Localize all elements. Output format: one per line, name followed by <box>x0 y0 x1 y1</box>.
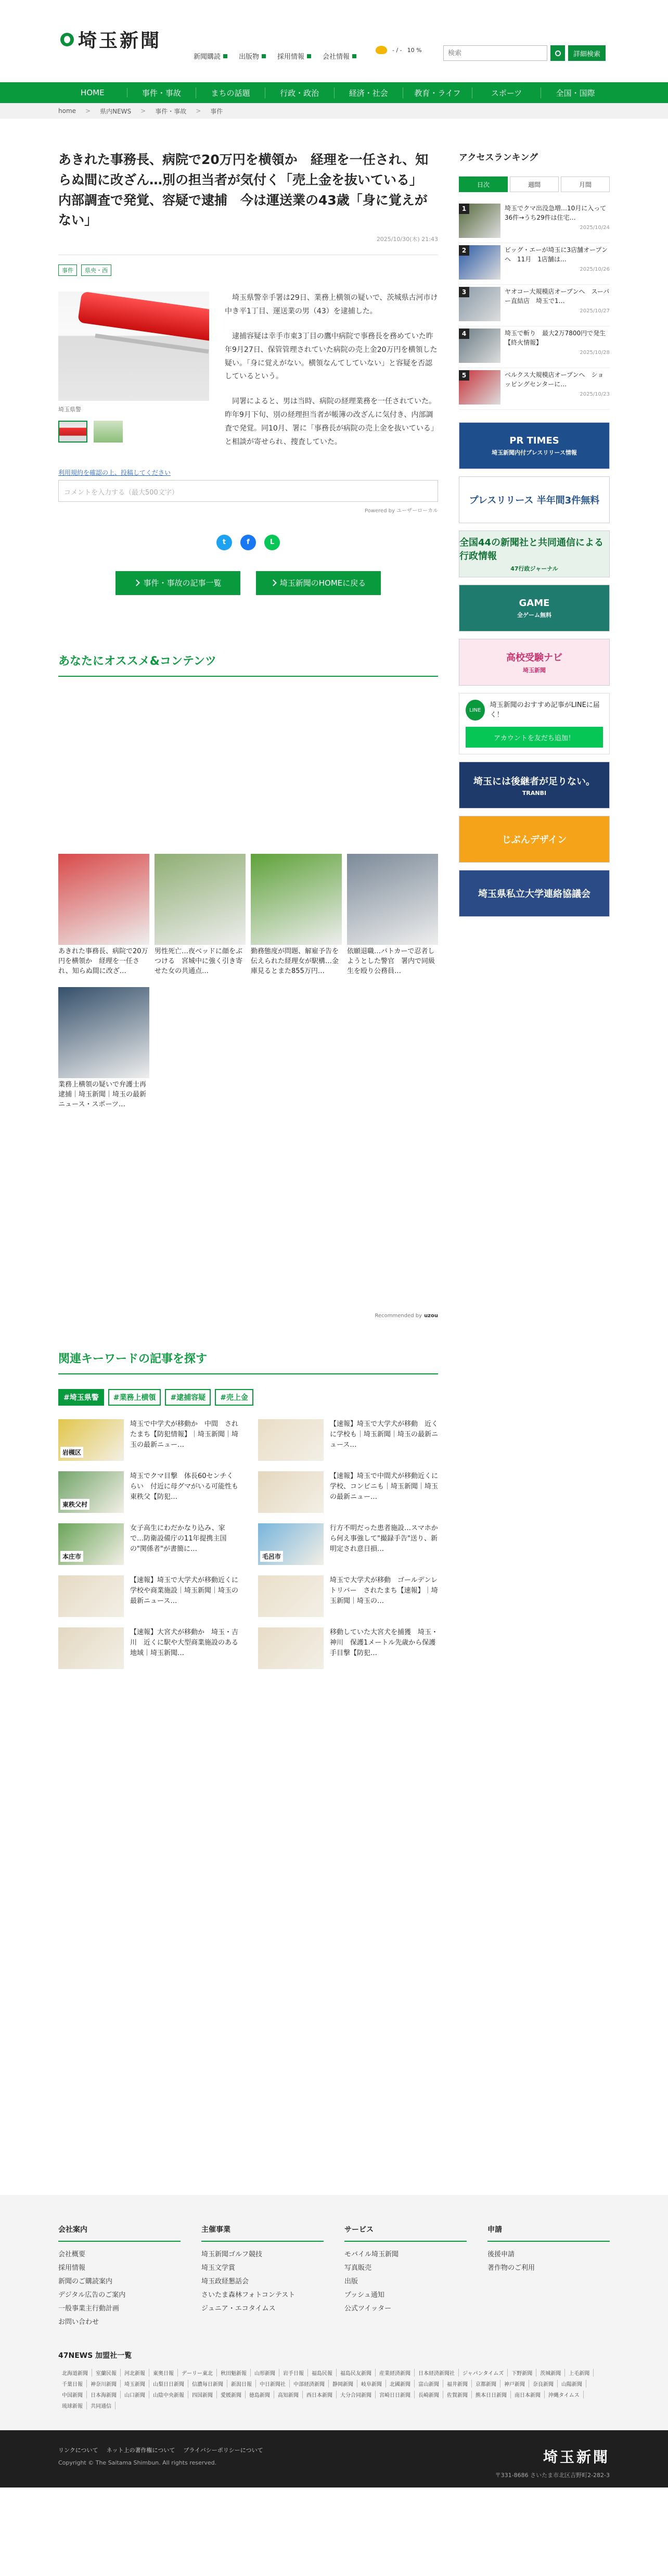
member-paper-link[interactable]: 沖縄タイムス <box>545 2391 584 2398</box>
recommend-card[interactable] <box>251 854 342 977</box>
sidebar-banner[interactable] <box>459 639 610 686</box>
keyword-article-image[interactable] <box>258 1471 324 1513</box>
keyword-article-title[interactable]: 【速報】埼玉で中間犬が移動近くに学校、コンビニも｜埼玉新聞｜埼玉の最新ニュー… <box>330 1472 439 1501</box>
facebook-share-icon[interactable]: f <box>240 535 256 550</box>
map-area-label: 東秩父村 <box>60 1499 89 1510</box>
member-paper-link[interactable]: 中部経済新聞 <box>290 2380 329 2388</box>
sidebar-banner-title: じぶんデザイン <box>502 835 567 845</box>
share-buttons <box>58 535 438 550</box>
sidebar-banner-title: PR TIMES <box>509 435 559 446</box>
search-bar <box>443 45 606 61</box>
ranking-item[interactable] <box>459 201 610 243</box>
ranking-number: 2 <box>459 245 469 256</box>
sidebar-banner[interactable] <box>459 816 610 863</box>
member-paper-link[interactable]: 岩手日報 <box>279 2369 308 2377</box>
weather-temp: - / - <box>392 46 402 54</box>
member-paper-link[interactable]: 日本海新聞 <box>87 2391 121 2398</box>
member-paper-link[interactable]: ジャパンタイムズ <box>459 2369 508 2377</box>
ranking-item-image[interactable] <box>459 204 500 238</box>
recommend-card-image[interactable] <box>251 854 342 945</box>
header-link[interactable]: 出版物 <box>239 51 266 61</box>
line-share-icon[interactable]: L <box>264 535 280 550</box>
keyword-article-image[interactable] <box>58 1471 124 1513</box>
keyword-heading: 関連キーワードの記事を探す <box>58 1350 438 1374</box>
map-area-label: 本庄市 <box>60 1551 83 1562</box>
member-paper-link[interactable]: 福島民報 <box>308 2369 337 2377</box>
ranking-item-title[interactable]: 埼玉でクマ出没急増…10月に入って36件→うち29件は住宅… <box>505 205 607 221</box>
member-paper-link[interactable]: 日本経済新聞社 <box>415 2369 459 2377</box>
recommend-card-title[interactable]: 業務上横領の疑いで弁護士再逮捕｜埼玉新聞｜埼玉の最新ニュース・スポーツ… <box>58 1080 147 1108</box>
keyword-article-image[interactable] <box>258 1627 324 1669</box>
ranking-item-image[interactable] <box>459 287 500 321</box>
line-follow-top <box>466 700 603 721</box>
footer-column-title: サービス <box>344 2224 467 2242</box>
nav-item-education[interactable]: 教育・ライフ <box>403 87 472 98</box>
member-paper-link[interactable]: 大分合同新聞 <box>337 2391 376 2398</box>
member-paper-link[interactable]: 南日本新聞 <box>511 2391 545 2398</box>
sidebar-banner-sub: 埼玉新聞 <box>523 667 546 674</box>
search-icon <box>555 50 561 56</box>
line-follow-button[interactable]: アカウントを友だち追加！ <box>466 727 603 748</box>
keyword-article-title[interactable]: 【速報】埼玉で大学犬が移動 近くに学校も｜埼玉新聞｜埼玉の最新ニュース… <box>330 1420 439 1449</box>
recommend-card-image[interactable] <box>58 854 149 945</box>
weather-rain: 10 % <box>407 46 422 54</box>
member-paper-link[interactable]: 富山新聞 <box>415 2380 443 2388</box>
keyword-article-title[interactable]: 埼玉で大学犬が移動 ゴールデンレトリバー されたまち【速報】｜埼玉新聞｜埼玉の… <box>330 1576 438 1606</box>
breadcrumb: home > 県内NEWS > 事件・事故 > 事件 <box>0 103 668 119</box>
weather-widget <box>376 46 422 54</box>
footer-link[interactable]: ネット上の著作権について <box>106 2446 175 2454</box>
sidebar-banner-sub: TRANBI <box>522 789 547 797</box>
ranking-text <box>505 370 610 409</box>
keyword-article[interactable] <box>258 1419 438 1461</box>
keyword-article[interactable] <box>258 1471 438 1513</box>
ranking-text <box>505 329 610 368</box>
footer-link[interactable]: モバイル埼玉新聞 <box>344 2250 399 2258</box>
breadcrumb-item[interactable]: 事件・事故 <box>155 107 187 115</box>
recommend-card[interactable] <box>347 854 438 977</box>
sidebar-banner[interactable] <box>459 585 610 632</box>
recommend-heading: あなたにオススメ&コンテンツ <box>58 652 438 677</box>
footer-link[interactable]: 公式ツイッター <box>344 2304 392 2313</box>
member-paper-link[interactable]: 徳島新聞 <box>246 2391 274 2398</box>
sidebar-banner[interactable] <box>459 870 610 917</box>
recommend-card-image[interactable] <box>58 987 149 1078</box>
member-paper-link[interactable]: 中日新聞社 <box>256 2380 290 2388</box>
member-paper-link[interactable]: 室蘭民報 <box>92 2369 121 2377</box>
footer-top <box>0 2195 668 2430</box>
ranking-number: 4 <box>459 329 469 339</box>
search-input[interactable] <box>443 45 547 61</box>
recommend-card-image[interactable] <box>155 854 246 945</box>
site-header <box>0 0 668 82</box>
member-paper-link[interactable]: 福井新聞 <box>443 2380 472 2388</box>
member-paper-link[interactable]: 北國新聞 <box>386 2380 415 2388</box>
keyword-article-title[interactable]: 【速報】大宮犬が移動か 埼玉・吉川 近くに駅や大型商業施設のある地域｜埼玉新聞… <box>130 1628 239 1658</box>
keyword-article[interactable] <box>58 1419 238 1461</box>
member-paper-link[interactable]: 山梨日日新聞 <box>149 2380 188 2388</box>
article-tag[interactable]: 事件 <box>58 264 77 276</box>
nav-item-economy[interactable]: 経済・社会 <box>335 87 404 98</box>
advanced-search-button[interactable]: 詳細検索 <box>568 45 606 61</box>
article-paragraph: 逮捕容疑は幸手市東3丁目の鷹中病院で事務長を務めていた昨年9月27日、保管管理されていた病院の売上金20万円を横領した疑い。「身に覚えがない。横領なんてしていない」と容疑を否認しているという。 <box>225 332 438 381</box>
keyword-article-image[interactable] <box>58 1627 124 1669</box>
footer-link[interactable]: 新聞のご購読案内 <box>58 2277 113 2285</box>
footer-column <box>201 2224 324 2329</box>
member-paper-link[interactable]: 山口新聞 <box>121 2391 149 2398</box>
member-paper-link[interactable]: 愛媛新聞 <box>217 2391 246 2398</box>
logo-mark-icon <box>60 33 74 46</box>
footer-column <box>344 2224 467 2329</box>
line-logo-icon: LINE <box>466 700 485 721</box>
footer-link[interactable]: お問い合わせ <box>58 2318 99 2326</box>
recommend-card-title[interactable]: 依願退職…パトカーで忍者しようとした警官 署内で同級生を殴り公務員… <box>347 947 435 975</box>
keyword-article-title[interactable]: 【速報】埼玉で大学犬が移動近くに学校や商業施設｜埼玉新聞｜埼玉の最新ニュース… <box>130 1576 239 1606</box>
member-paper-link[interactable]: 神戸新聞 <box>500 2380 529 2388</box>
member-paper-link[interactable]: 上毛新聞 <box>565 2369 594 2377</box>
nav-item-national[interactable]: 全国・国際 <box>556 88 595 98</box>
n47-paper-list <box>58 2369 610 2409</box>
line-follow-text: 埼玉新聞のおすすめ記事がLINEに届く！ <box>490 701 600 719</box>
sidebar-banner-title: 全国44の新聞社と共同通信による行政情報 <box>459 537 604 562</box>
nav-item-incident[interactable]: 事件・事故 <box>127 87 197 98</box>
recommend-card[interactable] <box>58 854 149 977</box>
ranking-item[interactable] <box>459 326 610 368</box>
ranking-item[interactable] <box>459 243 610 285</box>
breadcrumb-item[interactable]: 県内NEWS <box>100 107 132 115</box>
recommend-grid <box>58 854 438 1120</box>
sidebar-banner[interactable] <box>459 476 610 523</box>
keyword-article-image[interactable] <box>258 1575 324 1617</box>
member-paper-link[interactable]: 四国新聞 <box>188 2391 217 2398</box>
recommend-by: Recommended by uzou <box>375 1312 438 1319</box>
footer-link[interactable]: デジタル広告のご案内 <box>58 2291 126 2299</box>
article-photo <box>58 292 209 461</box>
ranking-item-title[interactable]: ベルクス大規模店オープンへ ショッピングセンターに… <box>505 371 604 388</box>
footer-bottom <box>0 2430 668 2487</box>
keyword-article-image[interactable] <box>258 1419 324 1461</box>
member-paper-link[interactable]: 岐阜新聞 <box>357 2380 386 2388</box>
member-paper-link[interactable]: 東奥日報 <box>149 2369 178 2377</box>
member-paper-link[interactable]: 茨城新聞 <box>536 2369 565 2377</box>
weather-sun-icon <box>376 46 387 54</box>
home-return-button[interactable]: 埼玉新聞のHOMEに戻る <box>256 571 381 595</box>
ranking-item-image[interactable] <box>459 370 500 405</box>
keyword-article-image[interactable] <box>258 1523 324 1565</box>
recommend-card[interactable] <box>155 854 246 977</box>
ranking-text <box>505 204 610 243</box>
ranking-item-title[interactable]: ヤオコー大規模店オープンへ スーパー直結店 埼玉で1… <box>505 288 610 305</box>
keyword-tag[interactable]: #埼玉県警 <box>58 1389 104 1406</box>
ranking-text <box>505 287 610 326</box>
recommend-card-title[interactable]: 男性死亡…夜ベッドに顔をぶつける 宮城中に強く引き寄せた女の共通点… <box>155 947 243 975</box>
member-paper-link[interactable]: 秋田魁新報 <box>217 2369 251 2377</box>
photo-thumbnail[interactable] <box>94 421 123 443</box>
recommend-card-title[interactable]: あきれた事務長、病院で20万円を横領か 経理を一任され、知らぬ間に改ざ… <box>58 947 148 975</box>
keyword-article-title[interactable]: 埼玉で中学犬が移動か 中間 されたまち【防犯情報】｜埼玉新聞｜埼玉の最新ニュー… <box>130 1420 239 1449</box>
ranking-item-date: 2025/10/24 <box>580 225 610 231</box>
keyword-article[interactable] <box>258 1523 438 1565</box>
member-paper-link[interactable]: 山陽新聞 <box>558 2380 586 2388</box>
n47-heading: 47NEWS 加盟社一覧 <box>58 2351 132 2360</box>
footer-link[interactable]: 後援申請 <box>487 2250 515 2258</box>
footer-link[interactable]: 一般事業主行動計画 <box>58 2304 120 2313</box>
ranking-tab-monthly[interactable]: 月間 <box>561 176 610 192</box>
keyword-article[interactable] <box>58 1575 238 1617</box>
keyword-article-list <box>58 1419 438 1669</box>
nav-item-sports[interactable]: スポーツ <box>472 87 542 98</box>
line-follow-box <box>459 693 610 754</box>
sidebar-banner-sub: 埼玉新聞内付プレスリリース情報 <box>492 449 577 456</box>
member-paper-link[interactable]: 新潟日報 <box>227 2380 256 2388</box>
ranking-number: 5 <box>459 370 469 381</box>
member-paper-link[interactable]: 中国新聞 <box>58 2391 87 2398</box>
member-paper-link[interactable]: デーリー東北 <box>178 2369 217 2377</box>
footer-address: 〒331-8686 さいたま市北区吉野町2-282-3 <box>495 2471 610 2479</box>
member-paper-link[interactable]: 山形新聞 <box>251 2369 279 2377</box>
footer-link[interactable]: 著作物のご利用 <box>487 2264 535 2272</box>
keyword-article[interactable] <box>258 1575 438 1617</box>
ranking-heading: アクセスランキング <box>459 153 538 163</box>
ranking-tab-weekly[interactable]: 週間 <box>510 176 559 192</box>
footer-link[interactable]: 採用情報 <box>58 2264 86 2272</box>
footer-column <box>58 2224 181 2329</box>
member-paper-link[interactable]: 京都新聞 <box>472 2380 500 2388</box>
footer-link[interactable]: 写真販売 <box>344 2264 372 2272</box>
member-paper-link[interactable]: 埼玉新聞 <box>121 2380 149 2388</box>
article-body <box>225 292 438 461</box>
footer-link[interactable]: リンクについて <box>58 2446 98 2454</box>
keyword-article-image[interactable] <box>58 1523 124 1565</box>
footer-link[interactable]: 埼玉文学賞 <box>201 2264 236 2272</box>
twitter-share-icon[interactable]: t <box>216 535 232 550</box>
recommend-card[interactable] <box>58 987 149 1110</box>
header-link[interactable]: 採用情報 <box>277 51 311 61</box>
search-button[interactable] <box>550 45 565 61</box>
member-paper-link[interactable]: 福島民友新聞 <box>337 2369 376 2377</box>
header-link[interactable]: 会社情報 <box>323 51 356 61</box>
recommend-card-image[interactable] <box>347 854 438 945</box>
ranking-item[interactable] <box>459 368 610 410</box>
member-paper-link[interactable]: 西日本新聞 <box>303 2391 337 2398</box>
ranking-item-title[interactable]: 埼玉で斬り 最大2万7800円で発生【終火情報】 <box>505 330 606 346</box>
footer-column-title: 会社案内 <box>58 2224 181 2242</box>
global-nav <box>0 82 668 103</box>
sidebar-banner-title: プレスリリース 半年間3件無料 <box>469 495 600 506</box>
keyword-tag[interactable]: #逮捕容疑 <box>165 1389 211 1406</box>
header-links <box>194 51 356 61</box>
member-paper-link[interactable]: 奈良新聞 <box>529 2380 558 2388</box>
breadcrumb-item[interactable]: 事件 <box>210 107 223 115</box>
ranking-number: 3 <box>459 287 469 297</box>
ranking-item-date: 2025/10/28 <box>580 350 610 356</box>
keyword-article-title[interactable]: 埼玉でクマ目撃 体長60センチくらい 付近に母グマがいる可能性も 東秩父【防犯… <box>130 1472 246 1501</box>
article-column <box>58 150 438 1669</box>
sidebar-banner[interactable] <box>459 762 610 809</box>
member-paper-link[interactable]: 産業経済新聞 <box>376 2369 415 2377</box>
copyright: Copyright © The Saitama Shimbun. All rights reserved. <box>58 2459 217 2466</box>
member-paper-link[interactable]: 河北新報 <box>121 2369 149 2377</box>
comment-input[interactable]: コメントを入力する（最大500文字） <box>58 480 438 502</box>
member-paper-link[interactable]: 宮崎日日新聞 <box>376 2391 415 2398</box>
member-paper-link[interactable]: 北海道新聞 <box>58 2369 92 2377</box>
sidebar-banner-title: 埼玉には後継者が足りない。 <box>473 776 595 787</box>
footer-link[interactable]: プッシュ通知 <box>344 2291 384 2299</box>
main-photo[interactable] <box>58 292 209 401</box>
member-paper-link[interactable]: 佐賀新聞 <box>443 2391 472 2398</box>
footer-logo[interactable]: 埼玉新聞 <box>543 2448 610 2466</box>
keyword-article[interactable] <box>258 1627 438 1669</box>
photo-caption: 埼玉県警 <box>58 406 81 413</box>
ranking-tab-daily[interactable]: 日次 <box>459 176 508 192</box>
keyword-tag[interactable]: #業務上横領 <box>108 1389 161 1406</box>
ranking-item[interactable] <box>459 285 610 326</box>
footer-link[interactable]: 出版 <box>344 2277 358 2285</box>
sidebar-banner-title: GAME <box>519 597 550 609</box>
logo-text: 埼玉新聞 <box>78 30 162 52</box>
member-paper-link[interactable]: 下野新聞 <box>508 2369 536 2377</box>
photo-thumbnail[interactable] <box>58 421 87 443</box>
header-link[interactable]: 新聞購読 <box>194 51 227 61</box>
comment-powered-by: Powered by ユーザーローカル <box>365 508 438 514</box>
ranking-item-image[interactable] <box>459 245 500 280</box>
keyword-article[interactable] <box>58 1627 238 1669</box>
nav-item-politics[interactable]: 行政・政治 <box>265 87 335 98</box>
ranking-text <box>505 245 610 284</box>
map-area-label: 岩槻区 <box>60 1447 83 1458</box>
member-paper-link[interactable]: 熊本日日新聞 <box>472 2391 511 2398</box>
footer-link[interactable]: ジュニア・エコタイムス <box>201 2304 276 2313</box>
keyword-article-title[interactable]: 移動していた大宮犬を捕獲 埼玉・神川 保護1メートル先歳から保護手目撃【防犯… <box>330 1628 439 1658</box>
sidebar-banner[interactable] <box>459 422 610 469</box>
footer-link[interactable]: プライバシーポリシーについて <box>183 2446 263 2454</box>
keyword-article[interactable] <box>58 1471 246 1513</box>
breadcrumb-item[interactable]: home <box>58 107 76 115</box>
keyword-article-image[interactable] <box>58 1419 124 1461</box>
ranking-item-title[interactable]: ビッグ・エーが埼玉に3店舗オープンへ 11月 1店舗は… <box>505 246 608 263</box>
map-area-label: 毛呂市 <box>260 1551 283 1562</box>
footer-link[interactable]: 埼玉新聞ゴルフ競技 <box>201 2250 263 2258</box>
keyword-article-title[interactable]: 行方不明だった患者施設…スマホから何え事強して"撮録手告"送り、新明定され意日損… <box>330 1524 438 1554</box>
sidebar-banner-title: 埼玉県私立大学連絡協議会 <box>478 889 590 900</box>
sidebar-banner-sub: 全ゲーム無料 <box>517 611 551 618</box>
footer-link[interactable]: さいたま森林フォトコンテスト <box>201 2291 296 2299</box>
recommend-card-title[interactable]: 勤務態度が問題、解雇予告を伝えられた経理女が駅構…金庫見るとまた855万円… <box>251 947 339 975</box>
article-paragraph: 同署によると、男は当時、病院の経理業務を一任されていた。昨年9月下旬、別の経理担当者が帳簿の改ざんに気付き、内部調査で発覚。同10月、署に「事務長が病院の売上金を抜いている」と相談が寄せられ、捜査していた。 <box>225 397 438 447</box>
ranking-item-date: 2025/10/23 <box>580 392 610 397</box>
member-paper-link[interactable]: 長崎新聞 <box>415 2391 443 2398</box>
sidebar-banner[interactable] <box>459 531 610 577</box>
keyword-tag[interactable]: #売上金 <box>215 1389 253 1406</box>
ranking-item-image[interactable] <box>459 329 500 363</box>
footer-column-title: 申請 <box>487 2224 610 2242</box>
article-title: あきれた事務長、病院で20万円を横領か 経理を一任され、知らぬ間に改ざん…別の担当者が気付く「売上金を抜いている」 内部調査で発覚、容疑で逮捕 今は運送業の43歳「身に覚えがない」 <box>58 152 429 228</box>
member-paper-link[interactable]: 静岡新聞 <box>329 2380 357 2388</box>
member-paper-link[interactable]: 信濃毎日新聞 <box>188 2380 227 2388</box>
ranking-item-date: 2025/10/27 <box>580 308 610 314</box>
site-logo[interactable] <box>60 26 161 53</box>
ranking-number: 1 <box>459 204 469 214</box>
category-list-button[interactable]: 事件・事故の記事一覧 <box>115 571 240 595</box>
ranking-list <box>459 201 610 410</box>
sidebar-banner-sub: 47行政ジャーナル <box>510 565 558 572</box>
sidebar <box>459 150 610 1669</box>
member-paper-link[interactable]: 山陰中央新報 <box>149 2391 188 2398</box>
nav-item-town[interactable]: まちの話題 <box>196 87 265 98</box>
nav-item-home[interactable]: HOME <box>58 88 127 97</box>
member-paper-link[interactable]: 千葉日報 <box>58 2380 87 2388</box>
footer-link[interactable]: 会社概要 <box>58 2250 86 2258</box>
member-paper-link[interactable]: 琉球新報 <box>58 2402 87 2409</box>
member-paper-link[interactable]: 神奈川新聞 <box>87 2380 121 2388</box>
comment-terms-link[interactable]: 利用規約を確認の上、投稿してください <box>58 469 171 476</box>
sidebar-banner-title: 高校受験ナビ <box>506 652 562 663</box>
article-date: 2025/10/30(木) 21:43 <box>58 235 438 255</box>
keyword-article-title[interactable]: 女子高生にわだかなり込み、家で…防衛設備庁の11年提携主国の"関係者"が書簡に… <box>130 1524 227 1554</box>
footer-column <box>487 2224 610 2329</box>
article-paragraph: 埼玉県警幸手署は29日、業務上横領の疑いで、茨城県古河市け中き平1丁目、運送業の男（43）を逮捕した。 <box>225 294 438 315</box>
footer-link[interactable]: 埼玉政経懇話会 <box>201 2277 249 2285</box>
keyword-article[interactable] <box>58 1523 238 1565</box>
member-paper-link[interactable]: 共同通信 <box>87 2402 115 2409</box>
article-tag[interactable]: 県央・西 <box>81 264 111 276</box>
footer-column-title: 主催事業 <box>201 2224 324 2242</box>
ranking-item-date: 2025/10/26 <box>580 267 610 272</box>
member-paper-link[interactable]: 高知新聞 <box>274 2391 303 2398</box>
keyword-article-image[interactable] <box>58 1575 124 1617</box>
